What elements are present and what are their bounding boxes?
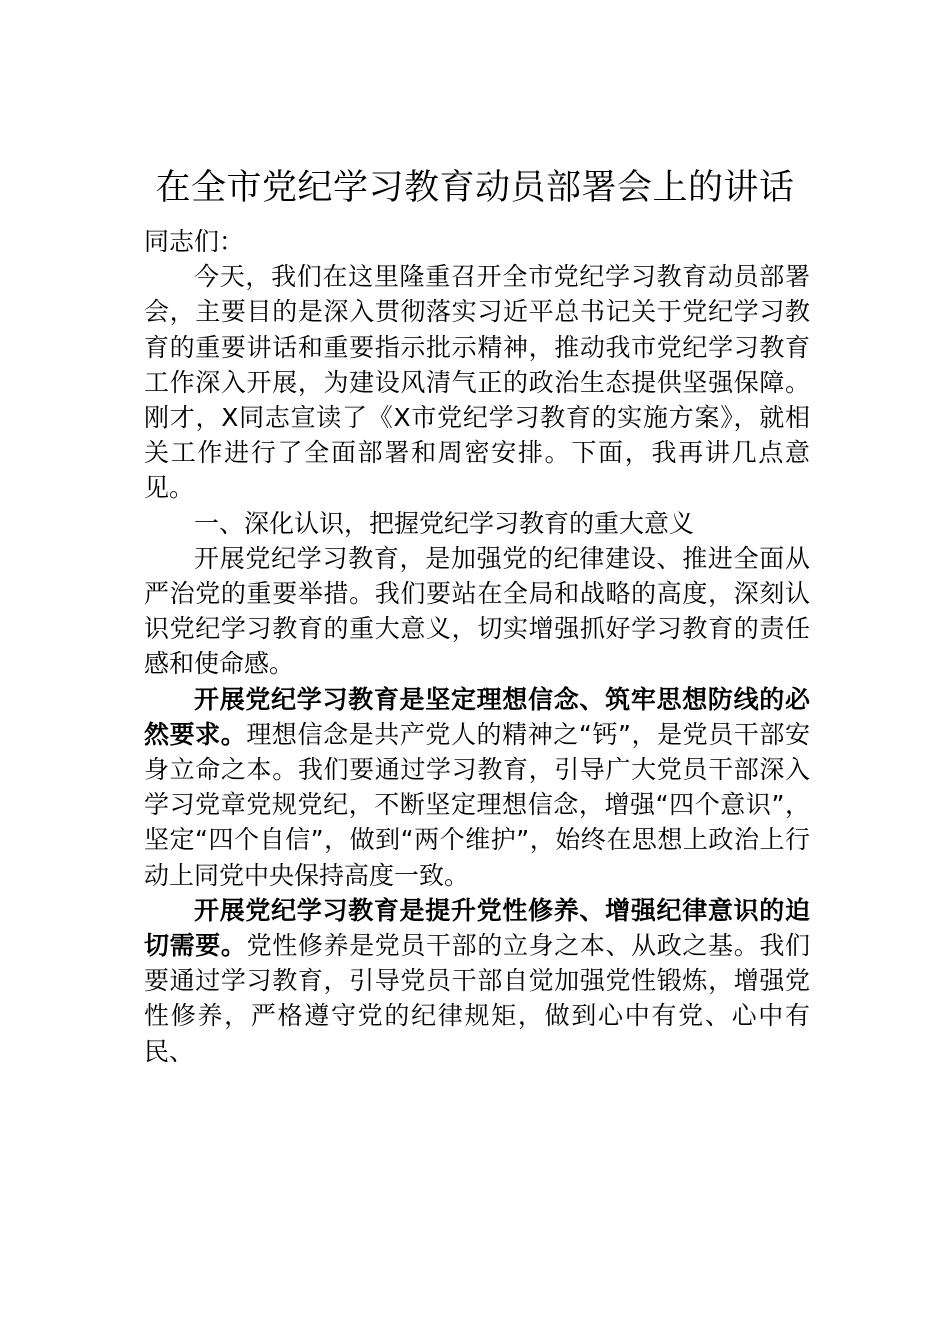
section-heading-1 <box>144 506 810 541</box>
salutation: 同志们： <box>144 227 245 256</box>
section-heading-text: 一、深化认识，把握党纪学习教育的重大意义 <box>194 508 695 538</box>
paragraph-text: 开展党纪学习教育，是加强党的纪律建设、推进全面从严治党的重要举措。我们要站在全局和战略的高度，深刻认识党纪学习教育的重大意义，切实增强抓好学习教育的责任感和使命感。 <box>144 543 810 679</box>
paragraph-opening <box>144 259 810 505</box>
paragraph-party-spirit <box>144 893 810 1069</box>
paragraph-lead-bold: 开展党纪学习教育是坚定理想信念、筑牢思想防线的必然要求。 <box>144 684 810 749</box>
document-title: 在全市党纪学习教育动员部署会上的讲话 <box>155 168 795 208</box>
paragraph-text: 今天，我们在这里隆重召开全市党纪学习教育动员部署会，主要目的是深入贯彻落实习近平总书记关于党纪学习教育的重要讲话和重要指示批示精神，推动我市党纪学习教育工作深入开展，为建设风清气正的政治生态提供坚强保障。刚才，X同志宣读了《X市党纪学习教育的实施方案》，就相关工作进行了全面部署和周密安排。下面，我再讲几点意见。 <box>144 262 810 503</box>
paragraph-ideals <box>144 682 810 893</box>
paragraph-text: 理想信念是共产党人的精神之“钙”，是党员干部安身立命之本。我们要通过学习教育，引导广大党员干部深入学习党章党规党纪，不断坚定理想信念，增强“四个意识”，坚定“四个自信”，做到“两个维护”，始终在思想上政治上行动上同党中央保持高度一致。 <box>144 719 810 890</box>
paragraph-significance <box>144 541 810 682</box>
paragraph-text: 党性修养是党员干部的立身之本、从政之基。我们要通过学习教育，引导党员干部自觉加强党性锻炼，增强党性修养，严格遵守党的纪律规矩，做到心中有党、心中有民、 <box>144 931 810 1066</box>
paragraph-lead-bold: 开展党纪学习教育是提升党性修养、增强纪律意识的迫切需要。 <box>144 895 810 961</box>
document-body <box>144 224 810 1069</box>
